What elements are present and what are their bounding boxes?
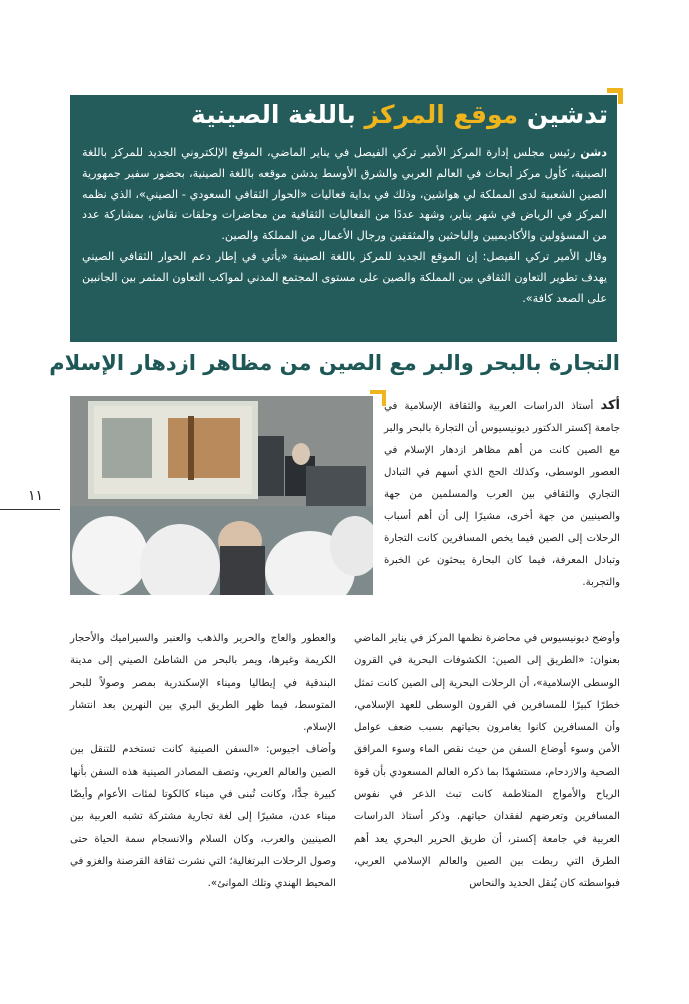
box-title-highlight: موقع المركز <box>364 100 519 129</box>
article-intro <box>384 395 620 594</box>
box-paragraph-2: وقال الأمير تركي الفيصل: إن الموقع الجديد للمركز باللغة الصينية «يأتي في إطار دعم الحوار الثقافي الصيني يهدف تطوير التعاون الثقافي بين المملكة والصين على مستوى المجتمع المدني لمواكب التعاون المثمر بين الجانبين على الصعد كافة». <box>82 249 607 305</box>
lecture-photo <box>70 396 373 595</box>
article-column-right <box>354 628 620 896</box>
article-title: التجارة بالبحر والبر مع الصين من مظاهر ازدهار الإسلام <box>49 351 620 375</box>
lecture-photo-illustration <box>70 396 373 595</box>
box-body <box>82 143 607 309</box>
page-number-rule <box>0 509 60 510</box>
box-lead-word: دشن <box>580 146 607 159</box>
article-column-left <box>70 628 336 896</box>
box-title-suffix: باللغة الصينية <box>191 100 356 129</box>
right-column-paragraph: وأوضح ديونيسيوس في محاضرة نظمها المركز في يناير الماضي بعنوان: «الطريق إلى الصين: الكشوفات البحرية في القرون الوسطى الإسلامية»، أن الرحلات البحرية إلى الصين كانت تمثل خطرًا كبيرًا للمسافرين في القرون الوسطى للعهد الإسلامي، وأن المسافرين كانوا يغامرون بحياتهم بسبب ضعف عوامل الأمن وسوء أوضاع السفن من حيث نقص الماء وسوء المرافق الصحية والازدحام، مستشهدًا بما ذكره العالم المسعودي بأن قوة الرياح والأمواج المتلاطمة كانت تبث الذعر في نفوس المسافرين وتعرضهم لفقدان حياتهم. وذكر أستاذ الدراسات العربية في جامعة إكستر، أن طريق الحرير البحري يعد أهم الطرق التي ربطت بين الصين والعالم الإسلامي العربي، فبواسطته كان يُنقل الحديد والنحاس <box>353 633 620 890</box>
box-title-prefix: تدشين <box>526 100 608 129</box>
left-column-paragraph-2: وأضاف اجيوس: «السفن الصينية كانت تستخدم للتنقل بين الصين والعالم العربي، وتصف المصادر الصينية هذه السفن بأنها كبيرة جدًّا، وكانت تُبنى في ميناء كالكوتا لمئات الأعوام وأيضًا ميناء عدن، مشيرًا إلى لغة تجارية مشتركة تشبه العربية بين الصينيين والعرب، وكان السلام والانسجام سمة الحياة حتى وصول الرحلات البرتغالية؛ التي نشرت ثقافة القرصنة والغزو في المحيط الهندي وتلك الموانئ». <box>70 744 336 890</box>
page-number: ١١ <box>28 488 44 504</box>
box-paragraph-1-text: رئيس مجلس إدارة المركز الأمير تركي الفيصل في يناير الماضي، الموقع الإلكتروني الجديد للمركز باللغة الصينية، كأول مركز أبحاث في العالم العربي والشرق الأوسط يدشن موقعه باللغة الصينية، بحضور سفير جمهورية الصين الشعبية لدى المملكة لي هواشين، وذلك في بداية فعاليات «الحوار الثقافي السعودي - الصيني»، الذي نظمه المركز في الرياض في شهر يناير، وشهد عددًا من الفعاليات الثقافية من محاضرات وحلقات نقاش، بمشاركة عدد من المسؤولين والأكاديميين والباحثين والمثقفين ورجال الأعمال من المملكة والصين. <box>82 146 607 243</box>
left-column-paragraph-1: والعطور والعاج والحرير والذهب والعنبر والسيراميك والأحجار الكريمة وغيرها، ويمر بالبحر من الشاطئ الصيني إلى مدينة البندقية في إيطاليا وميناء الإسكندرية بمصر وصولاً للبحر المتوسط، فيما ظهر الطريق البري بين النهرين بعد انتشار الإسلام. <box>70 633 336 734</box>
corner-accent <box>607 88 623 104</box>
box-paragraph-1 <box>82 143 607 247</box>
intro-text: أستاذ الدراسات العربية والثقافة الإسلامية في جامعة إكستر الدكتور ديونيسيوس أن التجارة بالبحر والبر مع الصين كانت من أهم مظاهر ازدهار الإسلام في العصور الوسطى، وكذلك الحج الذي أسهم في التبادل التجاري والثقافي بين العرب والمسلمين من جهة والصينيين من جهة أخرى، مشيرًا إلى أن أهم أسباب الرحلات إلى الصين فيما يخص المسافرين كانت التجارة وتبادل المعرفة، فيما كان البحارة يبحثون عن الخبرة والتجربة. <box>384 401 620 588</box>
intro-paragraph <box>384 395 620 594</box>
intro-lead-word: أكد <box>600 398 620 413</box>
box-title <box>78 100 608 129</box>
